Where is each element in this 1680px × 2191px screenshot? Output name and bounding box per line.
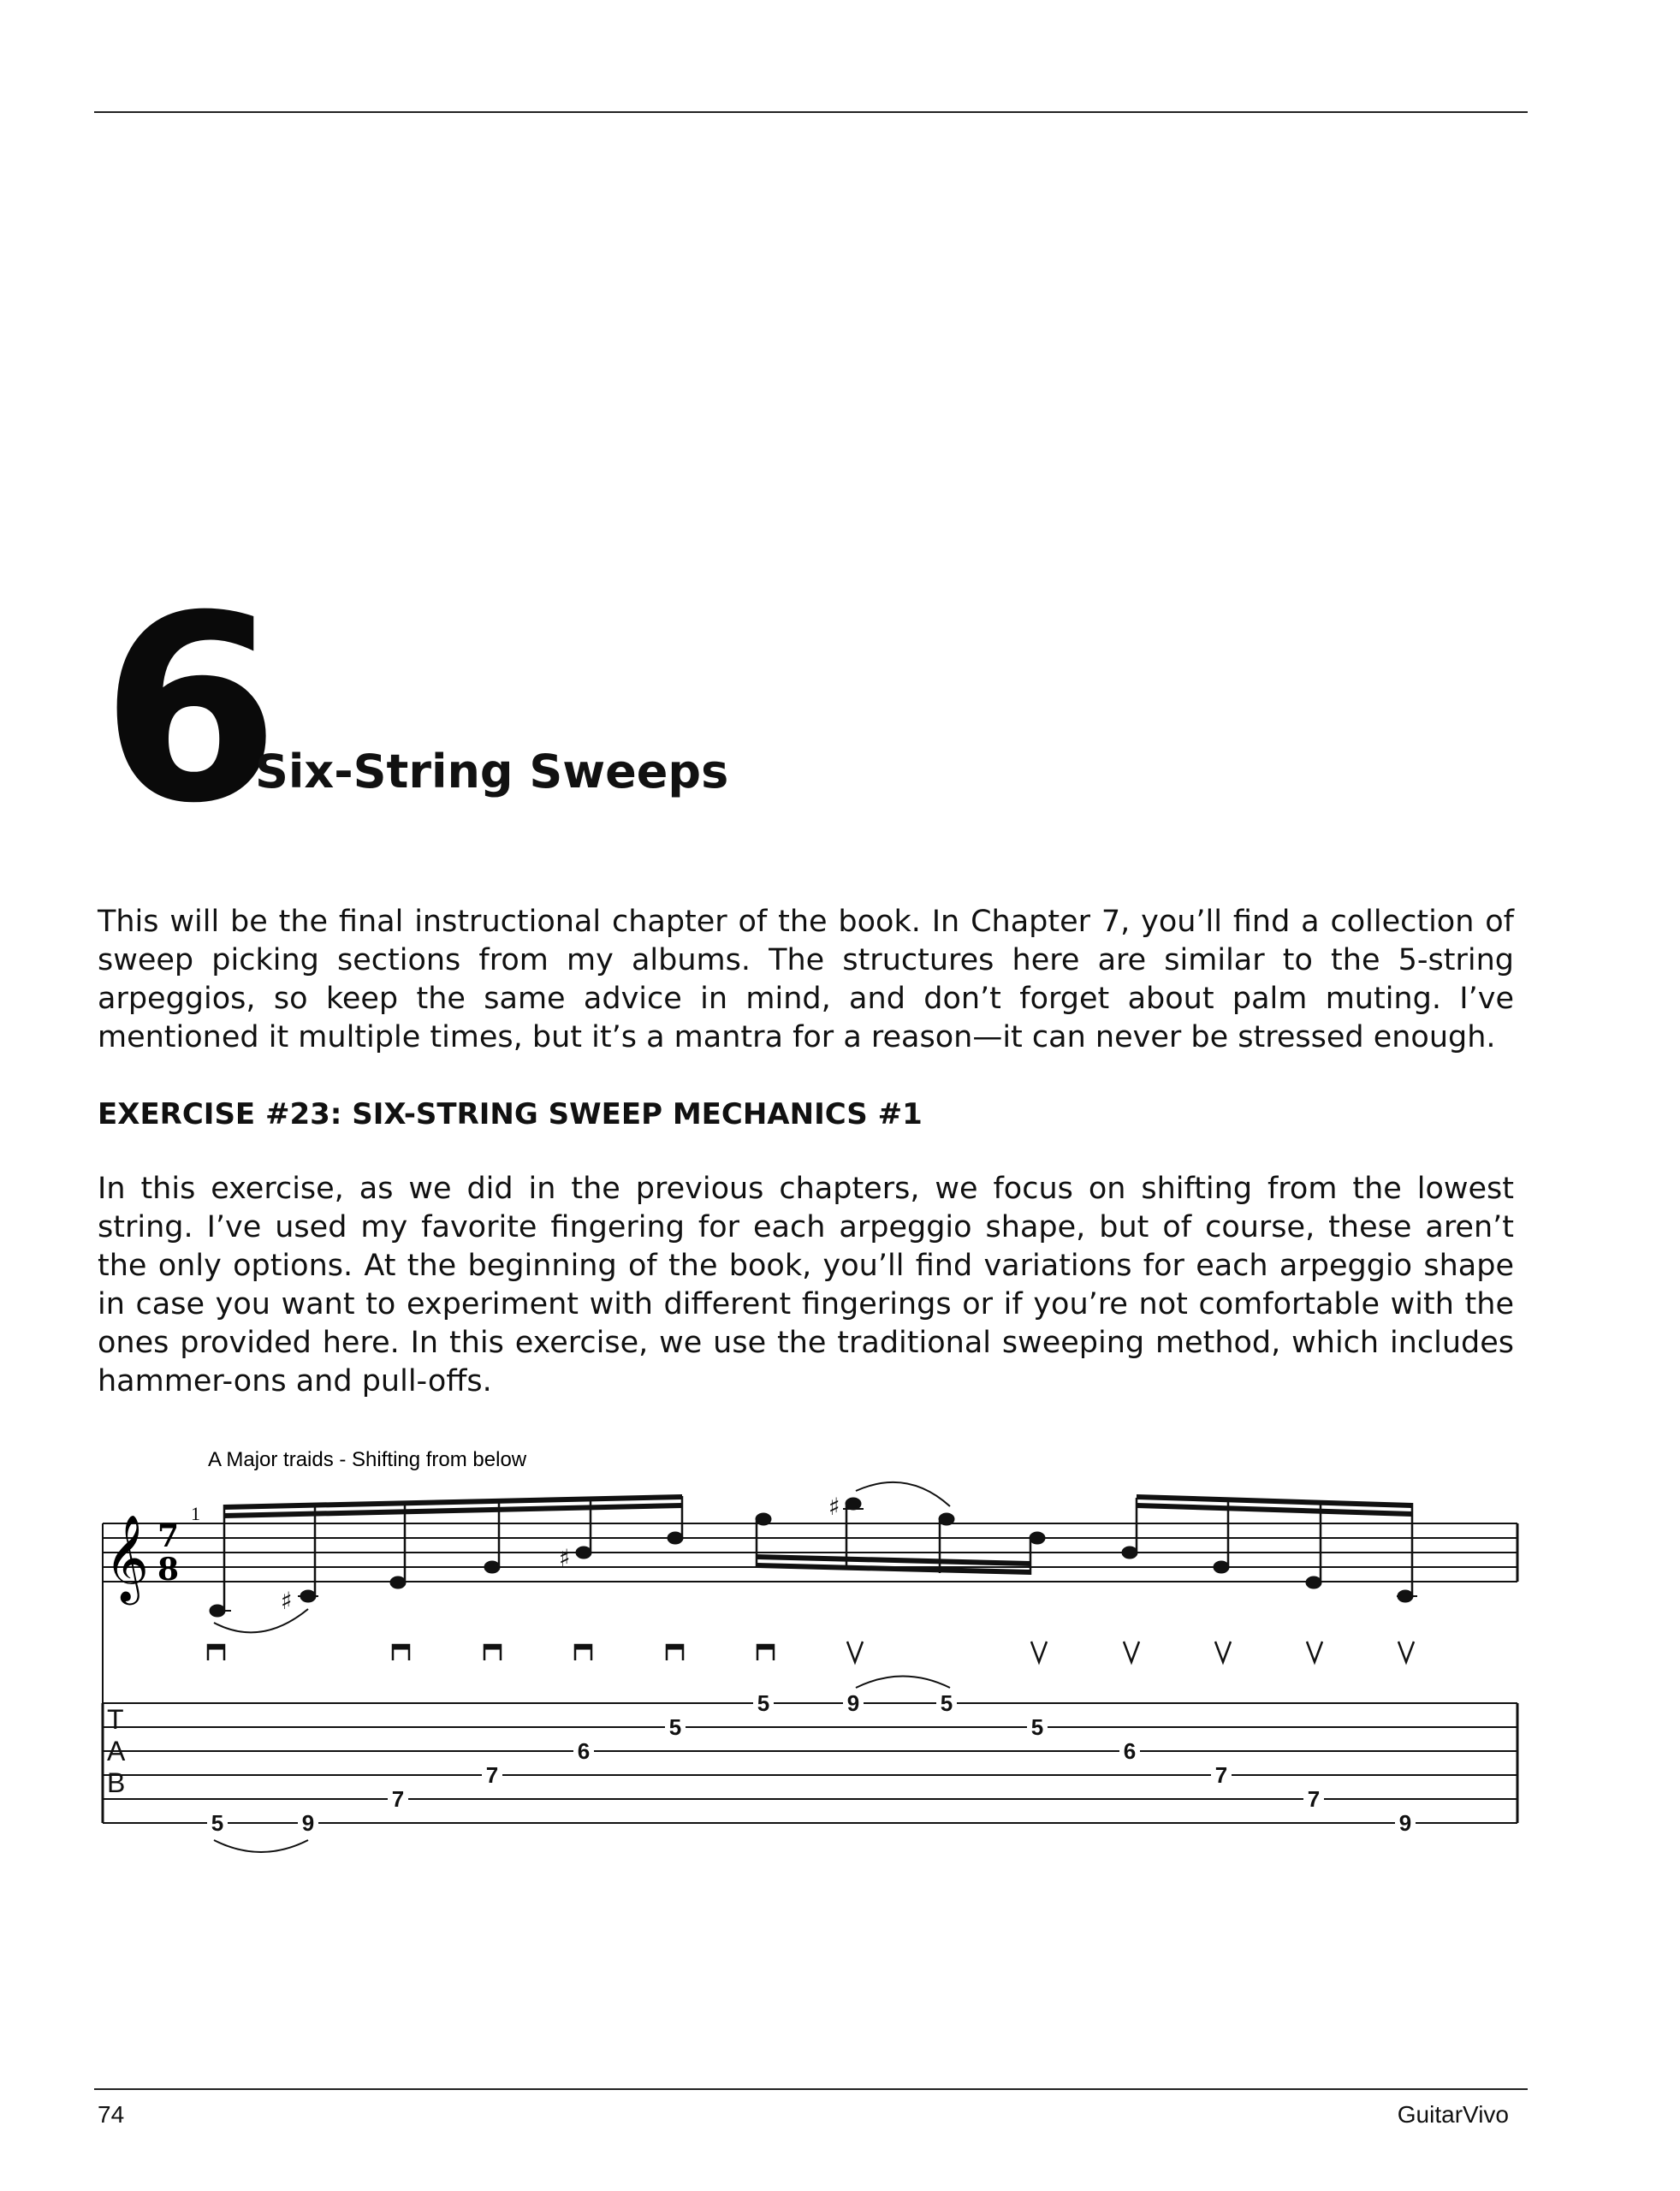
tab-label-b: B	[107, 1767, 126, 1798]
tab-fret-number: 6	[1123, 1738, 1137, 1764]
tab-slur	[214, 1840, 308, 1852]
note-head	[300, 1590, 316, 1602]
top-rule	[94, 111, 1528, 113]
note-head	[756, 1513, 771, 1525]
note-head	[1030, 1532, 1045, 1544]
note-head	[576, 1547, 591, 1559]
sharp-icon: ♯	[559, 1544, 571, 1572]
tab-frets	[207, 1690, 1416, 1836]
upstroke-icon	[1215, 1642, 1231, 1662]
intro-paragraph: This will be the final instructional chapter of the book. In Chapter 7, you’ll find a collection of sweep picking sections from my albums. The structures here are similar to the 5-string arpeggios, so keep the same advice in mind, and don’t forget about palm muting. I’ve mentioned it multiple times, but it’s a mantra for a reason—it can never be stressed enough.	[98, 905, 1514, 1054]
tab-label-a: A	[107, 1736, 126, 1766]
tab-fret-number: 9	[1398, 1810, 1412, 1836]
downstroke-icon	[667, 1645, 683, 1660]
time-signature-top: 7	[157, 1518, 180, 1554]
treble-clef-icon: 𝄞	[104, 1513, 150, 1601]
tab-fret-number: 5	[668, 1714, 682, 1740]
tab-fret-number: 9	[846, 1690, 860, 1716]
downstroke-icon	[575, 1645, 591, 1660]
note-head	[668, 1532, 683, 1544]
pick-directions	[208, 1642, 1414, 1662]
tab-fret-number: 7	[1307, 1786, 1321, 1812]
downstroke-icon	[757, 1645, 774, 1660]
note-head	[846, 1498, 861, 1510]
exercise-heading: EXERCISE #23: SIX-STRING SWEEP MECHANICS #1	[98, 1097, 923, 1131]
tab-fret-number: 7	[391, 1786, 405, 1812]
measure-number: 1	[191, 1503, 200, 1524]
tab-fret-number: 6	[577, 1738, 591, 1764]
note-head	[1306, 1576, 1321, 1588]
tab-label	[107, 1704, 126, 1798]
note-group-descending	[1122, 1494, 1417, 1602]
note-group-ascending	[210, 1494, 683, 1632]
upstroke-icon	[1124, 1642, 1139, 1662]
sharp-icon: ♯	[281, 1587, 293, 1615]
tab-fret-number: 5	[757, 1690, 770, 1716]
tab-slur	[856, 1677, 950, 1689]
upstroke-icon	[1398, 1642, 1414, 1662]
time-signature-bottom: 8	[157, 1552, 180, 1588]
note-group-peak	[756, 1482, 1045, 1575]
tab-fret-number: 5	[940, 1690, 953, 1716]
upstroke-icon	[847, 1642, 863, 1662]
tab-fret-number: 9	[301, 1810, 315, 1836]
tab-label-t: T	[107, 1704, 124, 1735]
note-head	[1214, 1561, 1229, 1573]
exercise-paragraph: In this exercise, as we did in the previous chapters, we focus on shifting from the lowest string. I’ve used my favorite fingering for each arpeggio shape, but of course, these aren’t the only options. At the beginning of the book, you’ll find variations for each arpeggio shape in case you want to experiment with different fingerings or if you’re not comfortable with the ones provided here. In this exercise, we use the traditional sweeping method, which includes hammer-ons and pull-offs.	[98, 1172, 1514, 1398]
downstroke-icon	[208, 1645, 224, 1660]
upstroke-icon	[1307, 1642, 1322, 1662]
sweep-notation	[0, 1421, 1680, 1883]
bottom-rule	[94, 2088, 1528, 2090]
note-head	[484, 1561, 500, 1573]
tab-fret-number: 5	[1030, 1714, 1044, 1740]
tab-fret-number: 7	[485, 1762, 499, 1788]
downstroke-icon	[393, 1645, 409, 1660]
footer-brand: GuitarVivo	[1397, 2101, 1509, 2128]
sharp-icon: ♯	[828, 1493, 840, 1521]
note-head	[390, 1576, 406, 1588]
downstroke-icon	[484, 1645, 501, 1660]
note-head	[1122, 1547, 1137, 1559]
notation-caption: A Major traids - Shifting from below	[208, 1448, 527, 1471]
tab-fret-number: 5	[211, 1810, 224, 1836]
note-head	[210, 1605, 225, 1617]
chapter-title: Six-String Sweeps	[255, 745, 729, 799]
chapter-number: 6	[101, 561, 275, 859]
upstroke-icon	[1031, 1642, 1047, 1662]
page-number: 74	[98, 2101, 125, 2128]
note-head	[1398, 1590, 1413, 1602]
note-head	[939, 1513, 954, 1525]
tab-fret-number: 7	[1214, 1762, 1228, 1788]
